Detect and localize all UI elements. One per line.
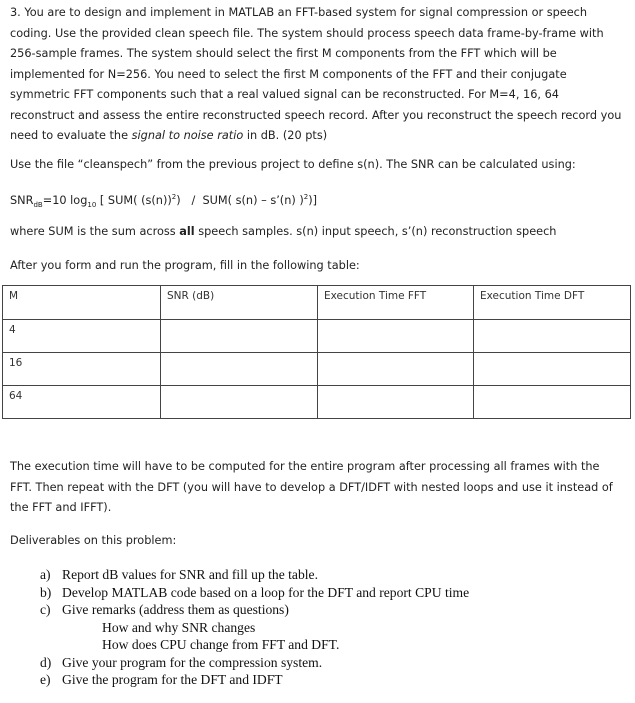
cell-exec-dft[interactable] bbox=[474, 320, 631, 353]
cell-exec-dft[interactable] bbox=[474, 353, 631, 386]
execution-time-text: The execution time will have to be computed for the entire program after processing all frames with the FFT. Then repeat with the DFT (you will have to develop a DFT/IDFT with nested loops and use it instead of the FFT and IFFT). bbox=[10, 460, 613, 514]
cell-snr[interactable] bbox=[161, 320, 318, 353]
header-exec-fft: Execution Time FFT bbox=[318, 286, 474, 320]
problem-intro: 3. You are to design and implement in MATLAB an FFT-based system for signal compression or speech coding. Use the provided clean speech file. The system should process speech data frame-by-frame with 256-sample frames. The system should select the first M components from the FFT which will be implemented for N=256. You need to select the first M components of the FFT and their conjugate symmetric FFT components such that a real valued signal can be reconstructed. For M=4, 16, 64 reconstruct and assess the entire reconstructed speech record. After you reconstruct the speech record you need to evaluate the signal to noise ratio in dB. (20 pts) bbox=[10, 6, 622, 142]
list-item: e) Give the program for the DFT and IDFT bbox=[40, 672, 283, 687]
table-row bbox=[3, 353, 631, 386]
list-item: b) Develop MATLAB code based on a loop for the DFT and report CPU time bbox=[40, 584, 470, 600]
list-item: d) Give your program for the compression system. bbox=[40, 654, 323, 670]
snr-emphasis: signal to noise ratio bbox=[131, 129, 244, 142]
list-subitem: How and why SNR changes bbox=[102, 619, 256, 635]
table-row bbox=[3, 320, 631, 353]
cell-m: 64 bbox=[3, 386, 161, 419]
cell-m: 4 bbox=[3, 320, 161, 353]
where-text: where SUM is the sum across all speech samples. s(n) input speech, s’(n) reconstruction speech bbox=[10, 225, 557, 238]
cell-snr[interactable] bbox=[161, 353, 318, 386]
after-text: After you form and run the program, fill in the following table: bbox=[10, 259, 360, 272]
cell-exec-fft[interactable] bbox=[318, 320, 474, 353]
table-row bbox=[3, 386, 631, 419]
cell-snr[interactable] bbox=[161, 386, 318, 419]
list-item: c) Give remarks (address them as questions) bbox=[40, 602, 289, 617]
cell-m: 16 bbox=[3, 353, 161, 386]
header-exec-dft: Execution Time DFT bbox=[474, 286, 631, 320]
cell-exec-fft[interactable] bbox=[318, 386, 474, 419]
header-m: M bbox=[3, 286, 161, 320]
cell-exec-dft[interactable] bbox=[474, 386, 631, 419]
header-snr: SNR (dB) bbox=[161, 286, 318, 320]
list-subitem: How does CPU change from FFT and DFT. bbox=[102, 637, 340, 652]
table-header-row bbox=[3, 286, 631, 320]
deliverables-list bbox=[40, 566, 620, 689]
use-file-text: Use the file “cleanspech” from the previous project to define s(n). The SNR can be calculated using: bbox=[10, 158, 576, 171]
results-table bbox=[2, 285, 631, 419]
snr-formula: $SNR_{dB}=10$ $\log_{10}$ [ SUM( $(s(n))^2$) / SUM( s(n) – s’(n) )$^2$)] bbox=[10, 193, 318, 210]
cell-exec-fft[interactable] bbox=[318, 353, 474, 386]
deliverables-title: Deliverables on this problem: bbox=[10, 534, 177, 547]
list-item: a) Report dB values for SNR and fill up the table. bbox=[40, 567, 318, 582]
